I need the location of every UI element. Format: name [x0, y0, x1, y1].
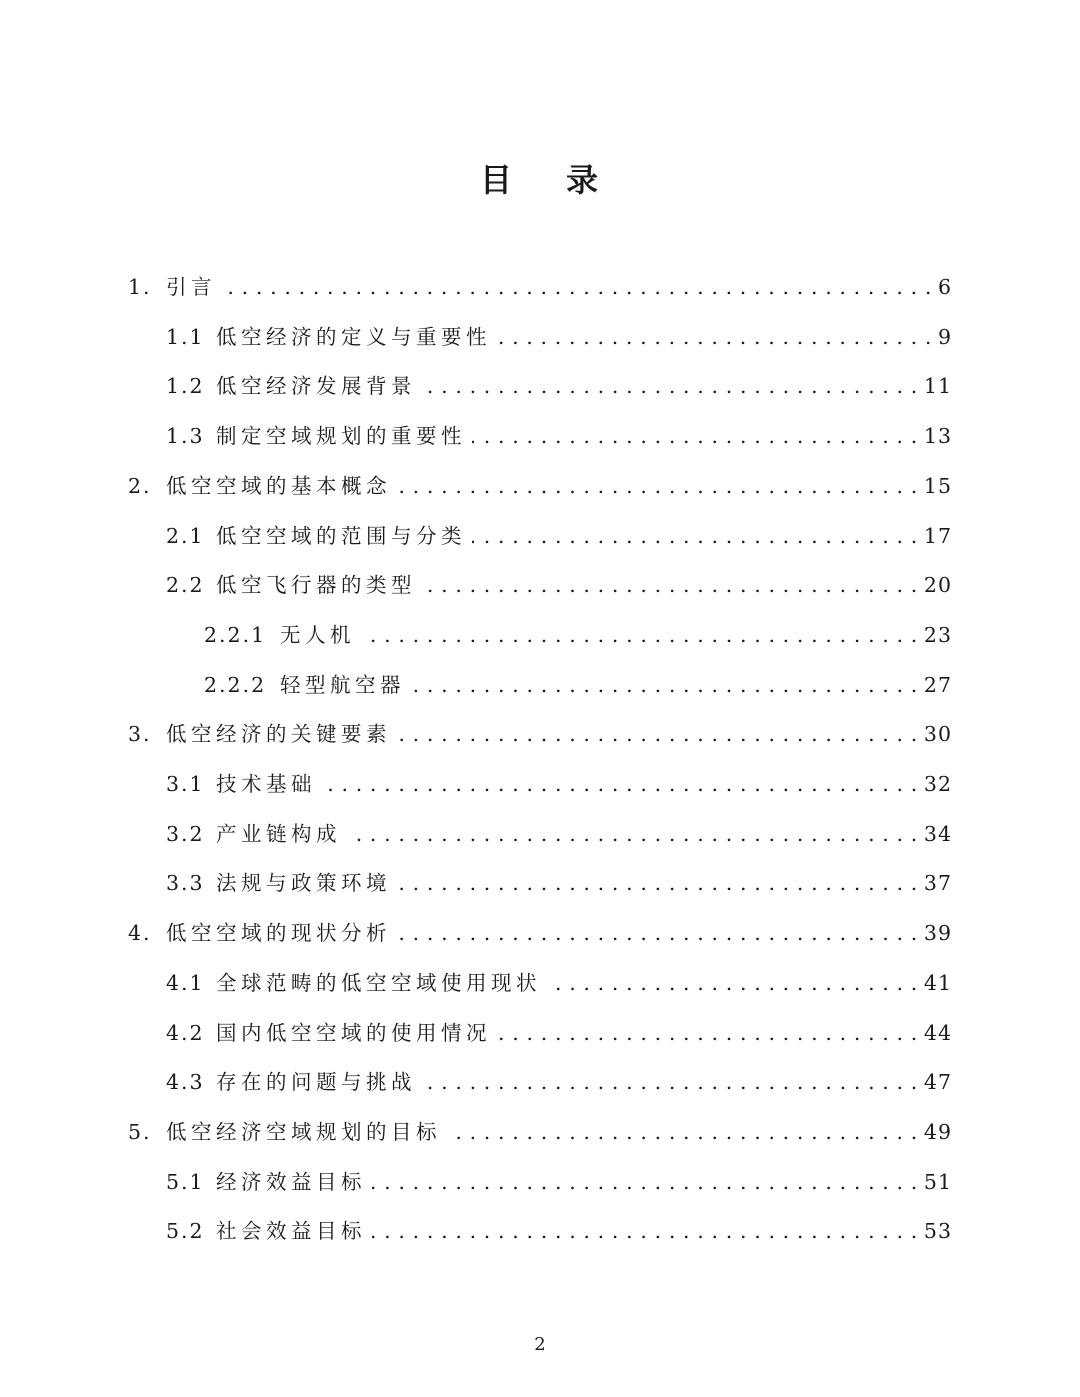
toc-dot-leader — [397, 709, 918, 759]
toc-dot-leader — [411, 660, 918, 710]
toc-dot-leader — [472, 411, 918, 461]
toc-entry-level2[interactable] — [166, 759, 952, 809]
toc-dot-leader — [497, 1008, 918, 1058]
toc-entry-page: 23 — [923, 622, 952, 647]
toc-entry-number: 3.2 — [166, 821, 205, 846]
toc-entry-label: 存在的问题与挑战 — [216, 1070, 416, 1095]
toc-dot-leader — [497, 312, 932, 362]
toc-entry-number: 5.1 — [166, 1169, 205, 1194]
toc-entry-level3[interactable] — [204, 610, 952, 660]
toc-entry-number: 2.2 — [166, 573, 205, 598]
toc-entry-label: 制定空域规划的重要性 — [216, 424, 466, 449]
toc-dot-leader — [361, 610, 918, 660]
toc-entry-level1[interactable] — [128, 461, 952, 511]
toc-dot-leader — [222, 262, 932, 312]
toc-entry-page: 39 — [923, 921, 952, 946]
toc-entry-number: 4. — [128, 921, 152, 946]
toc-entry-number: 4.1 — [166, 970, 205, 995]
toc-entry-level2[interactable] — [166, 361, 952, 411]
toc-entry-number: 1.1 — [166, 324, 205, 349]
toc-entry-page: 37 — [923, 871, 952, 896]
toc-entry-level1[interactable] — [128, 262, 952, 312]
toc-entry-page: 15 — [923, 473, 952, 498]
toc-dot-leader — [547, 958, 918, 1008]
toc-entry-page: 13 — [923, 424, 952, 449]
toc-entry-label: 低空空域的范围与分类 — [216, 523, 466, 548]
toc-entry-label: 引言 — [166, 275, 216, 299]
toc-entry-label: 轻型航空器 — [280, 672, 405, 697]
toc-dot-leader — [397, 461, 918, 511]
toc-entry-label: 技术基础 — [216, 772, 316, 796]
toc-dot-leader — [422, 1057, 918, 1107]
toc-entry-number: 1.3 — [166, 424, 205, 449]
toc-entry-page: 44 — [923, 1020, 952, 1045]
toc-entry-label: 无人机 — [280, 622, 355, 647]
toc-entry-level2[interactable] — [166, 1206, 952, 1256]
toc-entry-level2[interactable] — [166, 411, 952, 461]
toc-entry-number: 4.3 — [166, 1070, 205, 1095]
toc-entry-level1[interactable] — [128, 908, 952, 958]
title-char-1: 目 — [479, 161, 514, 199]
toc-entry-level2[interactable] — [166, 511, 952, 561]
toc-dot-leader — [422, 560, 918, 610]
toc-entry-page: 53 — [923, 1219, 952, 1244]
toc-dot-leader — [422, 361, 918, 411]
toc-entry-label: 低空飞行器的类型 — [216, 573, 416, 598]
toc-entry-number: 1.2 — [166, 374, 205, 399]
toc-dot-leader — [397, 858, 918, 908]
toc-entry-level2[interactable] — [166, 560, 952, 610]
toc-entry-label: 低空经济的定义与重要性 — [216, 324, 491, 349]
toc-entry-page: 27 — [923, 672, 952, 697]
toc-entry-number: 2. — [128, 473, 152, 498]
toc-entry-label: 社会效益目标 — [216, 1219, 366, 1244]
toc-entry-level1[interactable] — [128, 1107, 952, 1157]
footer-page-number: 2 — [534, 1334, 546, 1355]
toc-entry-number: 2.1 — [166, 523, 205, 548]
toc-entry-page: 51 — [923, 1169, 952, 1194]
toc-entry-number: 3.3 — [166, 871, 205, 896]
toc-entry-number: 3.1 — [166, 772, 205, 796]
toc-entry-label: 全球范畴的低空空域使用现状 — [216, 970, 541, 995]
toc-entry-level2[interactable] — [166, 958, 952, 1008]
title-char-2: 录 — [566, 161, 601, 199]
toc-entry-page: 20 — [923, 573, 952, 598]
toc-entry-level1[interactable] — [128, 709, 952, 759]
toc-entry-page: 11 — [923, 374, 952, 399]
toc-dot-leader — [347, 809, 918, 859]
toc-entry-label: 产业链构成 — [216, 821, 341, 846]
toc-entry-page: 30 — [923, 722, 952, 747]
toc-entry-page: 17 — [923, 523, 952, 548]
toc-dot-leader — [372, 1206, 918, 1256]
toc-entry-number: 1. — [128, 275, 152, 299]
toc-entry-number: 5.2 — [166, 1219, 205, 1244]
toc-entry-level2[interactable] — [166, 1157, 952, 1207]
toc-entry-label: 低空经济发展背景 — [216, 374, 416, 399]
toc-entry-page: 47 — [923, 1070, 952, 1095]
toc-entry-page: 49 — [923, 1119, 952, 1144]
toc-entry-label: 法规与政策环境 — [216, 871, 391, 896]
toc-entry-number: 2.2.2 — [204, 672, 267, 697]
toc-entry-label: 低空经济空域规划的目标 — [166, 1119, 441, 1144]
toc-dot-leader — [322, 759, 918, 809]
toc-dot-leader — [397, 908, 918, 958]
toc-entry-page: 6 — [937, 275, 952, 299]
toc-entry-level3[interactable] — [204, 660, 952, 710]
toc-entry-number: 4.2 — [166, 1020, 205, 1045]
toc-entry-label: 国内低空空域的使用情况 — [216, 1020, 491, 1045]
toc-entry-level2[interactable] — [166, 312, 952, 362]
toc-entry-label: 低空空域的现状分析 — [166, 921, 391, 946]
toc-entry-level2[interactable] — [166, 1008, 952, 1058]
toc-dot-leader — [472, 511, 918, 561]
toc-entry-number: 2.2.1 — [204, 622, 267, 647]
toc-entry-label: 经济效益目标 — [216, 1169, 366, 1194]
toc-dot-leader — [372, 1157, 918, 1207]
toc-entry-level2[interactable] — [166, 858, 952, 908]
toc-entry-page: 34 — [923, 821, 952, 846]
toc-entry-level2[interactable] — [166, 1057, 952, 1107]
toc-entry-page: 9 — [937, 324, 952, 349]
toc-entry-level2[interactable] — [166, 809, 952, 859]
toc-dot-leader — [447, 1107, 918, 1157]
toc-entry-label: 低空经济的关键要素 — [166, 722, 391, 747]
toc-entry-page: 41 — [923, 970, 952, 995]
toc-entry-page: 32 — [923, 772, 952, 796]
toc-entry-number: 3. — [128, 722, 152, 747]
toc-entry-number: 5. — [128, 1119, 152, 1144]
page-title — [0, 158, 1080, 202]
toc-entry-label: 低空空域的基本概念 — [166, 473, 391, 498]
